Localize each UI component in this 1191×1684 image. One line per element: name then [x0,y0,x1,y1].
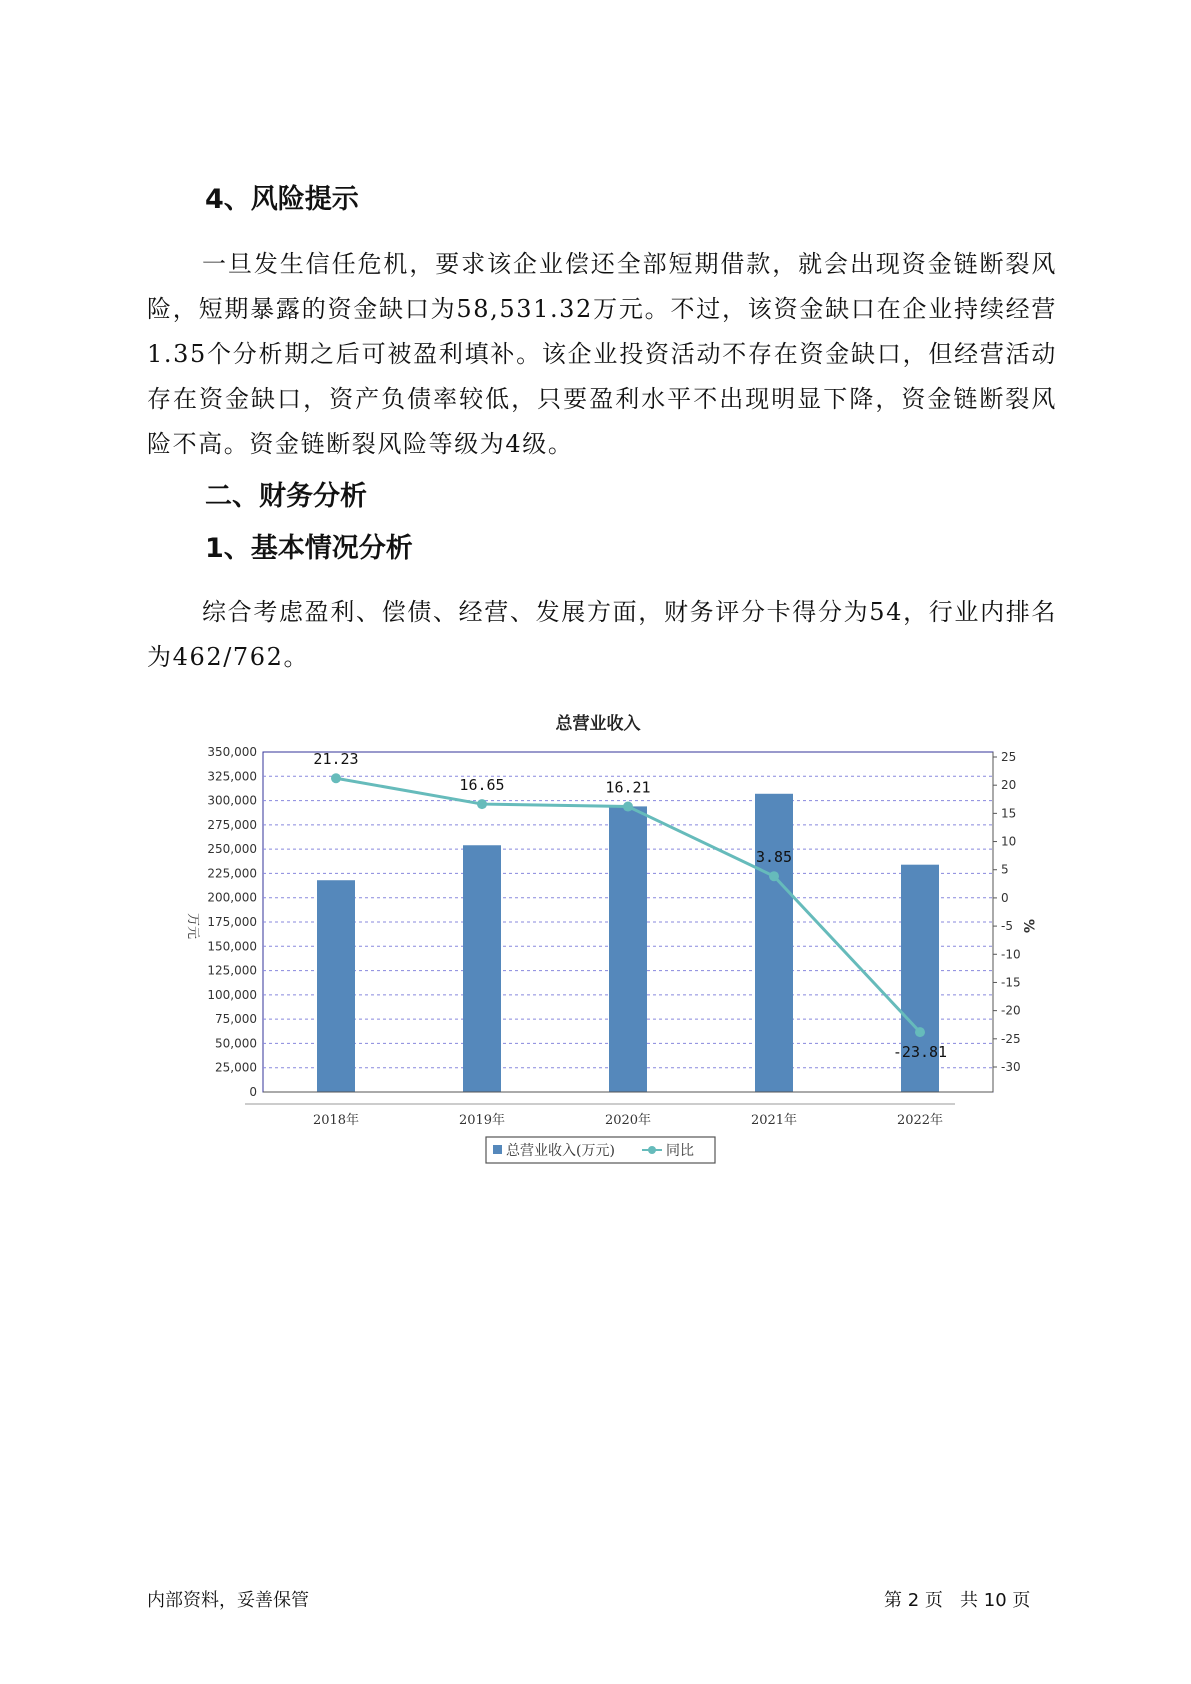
revenue-bar [317,880,355,1092]
y2-axis-label: % [1020,918,1036,934]
y-tick-label: 300,000 [207,793,257,808]
y-tick-label: 350,000 [207,745,257,759]
legend-line-marker [648,1146,656,1154]
y2-tick-label: 0 [1001,890,1009,905]
y-tick-label: 275,000 [207,817,257,832]
y-axis-label: 万元 [185,912,200,940]
yoy-data-label: 3.85 [755,848,793,867]
y-tick-label: 125,000 [207,963,257,978]
yoy-data-label: 16.65 [459,776,505,795]
x-tick-label: 2020年 [604,1113,652,1128]
yoy-point [623,802,633,812]
x-tick-label: 2021年 [750,1113,798,1128]
y2-tick-label: 10 [1001,834,1017,849]
section-heading-finance: 二、财务分析 [205,481,367,512]
y-tick-label: 175,000 [207,915,257,929]
y-tick-label: 25,000 [215,1060,257,1075]
revenue-chart [170,700,1036,1170]
legend-line-label: 同比 [666,1143,694,1159]
y-tick-label: 50,000 [215,1036,257,1051]
y2-tick-label: -5 [1001,919,1013,934]
legend-bar-swatch [493,1145,502,1154]
y2-tick-label: 5 [1001,862,1009,877]
yoy-data-label: 21.23 [313,750,359,769]
y-tick-label: 150,000 [207,939,257,954]
y-tick-label: 225,000 [207,866,257,881]
revenue-bar [463,845,501,1092]
y2-tick-label: 15 [1001,806,1017,821]
chart-legend [486,1137,715,1163]
revenue-bar [755,794,793,1092]
y-tick-label: 250,000 [207,842,257,857]
yoy-point [477,799,487,809]
y-tick-label: 75,000 [215,1012,257,1027]
footer-confidential-note: 内部资料，妥善保管 [147,1590,309,1611]
y-tick-label: 100,000 [207,987,257,1002]
footer-page-number: 第 2 页 共 10 页 [884,1590,1031,1611]
y2-tick-label: -10 [1001,947,1021,962]
y2-tick-label: -20 [1001,1003,1021,1018]
x-tick-label: 2022年 [896,1113,944,1128]
yoy-data-label: 16.21 [605,778,651,797]
y-tick-label: 200,000 [207,890,257,905]
revenue-bar [609,806,647,1092]
yoy-point [769,871,779,881]
risk-paragraph: 一旦发生信任危机，要求该企业偿还全部短期借款，就会出现资金链断裂风险，短期暴露的资金缺口为58,531.32万元。不过，该资金缺口在企业持续经营 1.35个分析期之后可被盈利填补。该企业投资活动不存在资金缺口，但经营活动存在资金缺口，资产负债率较低，只要盈利水平不出现明显下降，资金链断裂风险不高。资金链断裂风险等级为4级。 [147,250,1057,458]
chart-title: 总营业收入 [555,714,641,734]
yoy-point [331,773,341,783]
x-tick-label: 2019年 [458,1113,506,1128]
legend-bar-label: 总营业收入(万元) [506,1143,615,1159]
y2-tick-label: -30 [1001,1060,1021,1074]
yoy-data-label: -23.81 [892,1043,948,1062]
yoy-point [915,1027,925,1037]
section-heading-risk: 4、风险提示 [205,184,359,215]
basic-paragraph: 综合考虑盈利、偿债、经营、发展方面，财务评分卡得分为54，行业内排名为462/762。 [147,598,1057,671]
section-heading-basic: 1、基本情况分析 [205,533,413,564]
y2-tick-label: 25 [1001,750,1017,764]
y2-tick-label: -25 [1001,1031,1021,1046]
y-tick-label: 325,000 [207,769,257,784]
x-tick-label: 2018年 [312,1113,360,1128]
y-tick-label: 0 [249,1085,257,1099]
y2-tick-label: -15 [1001,975,1021,990]
y2-tick-label: 20 [1001,778,1017,793]
